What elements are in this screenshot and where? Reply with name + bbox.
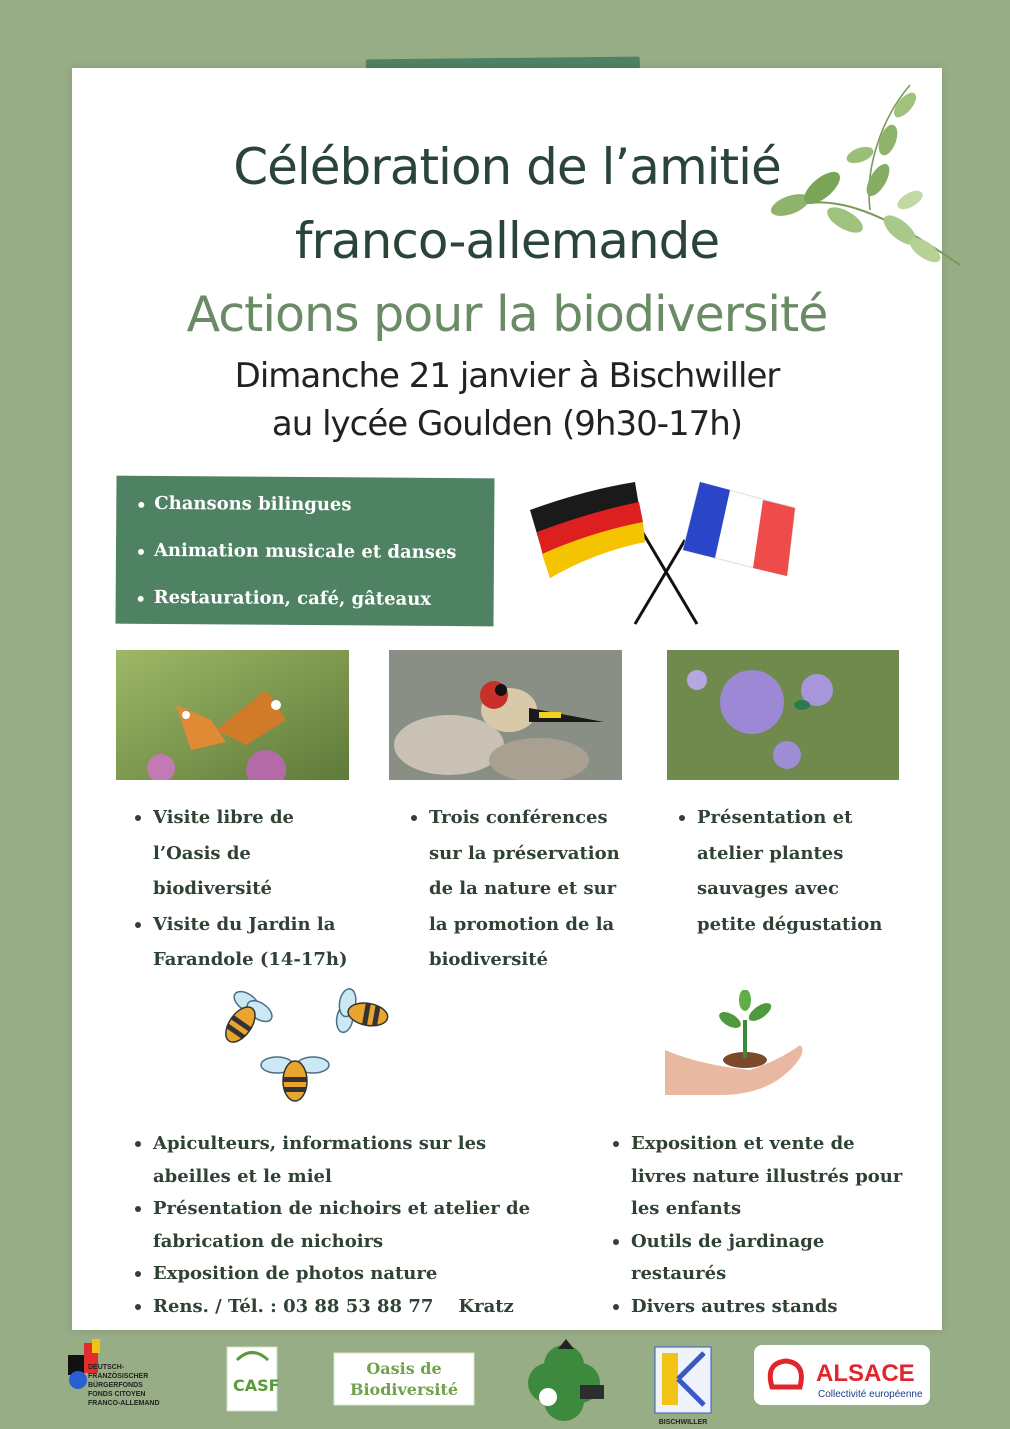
scabious-flower-photo (667, 650, 899, 780)
list-item: petite dégustation (697, 913, 883, 935)
bischwiller-logo (655, 1347, 711, 1426)
svg-text:DEUTSCH-: DEUTSCH- (88, 1364, 125, 1371)
svg-text:BÜRGERFONDS: BÜRGERFONDS (88, 1382, 143, 1389)
list-item: les enfants (631, 1198, 742, 1219)
bottom-right-list (631, 1128, 902, 1323)
list-item: l’Oasis de (153, 842, 251, 864)
list-item: restaurés (631, 1263, 727, 1284)
list-item: sauvages avec (697, 878, 839, 899)
list-item: Exposition et vente de (631, 1128, 902, 1161)
highlights-box (115, 476, 494, 627)
venue-line: au lycée Goulden (9h30-17h) (271, 404, 743, 444)
title-line-3: Actions pour la biodiversité (186, 286, 828, 343)
date-line: Dimanche 21 janvier à Bischwiller (234, 356, 780, 396)
butterfly-photo (116, 650, 349, 780)
list-item: Outils de jardinage (631, 1226, 902, 1259)
list-item: biodiversité (153, 878, 272, 899)
list-item: abeilles et le miel (153, 1165, 332, 1187)
list-item: Rens. / Tél. : 03 88 53 88 77 Kratz (153, 1291, 530, 1324)
alsace-logo (754, 1345, 930, 1405)
list-item: biodiversité (429, 949, 548, 970)
svg-text:BISCHWILLER: BISCHWILLER (658, 1419, 708, 1426)
partner-logos (0, 1335, 1010, 1429)
list-item: Visite libre de (153, 800, 348, 836)
svg-text:FRANCO-ALLEMAND: FRANCO-ALLEMAND (88, 1400, 160, 1407)
list-item: Exposition de photos nature (153, 1258, 530, 1291)
svg-text:FONDS CITOYEN: FONDS CITOYEN (88, 1391, 146, 1398)
highlight-item: Restauration, café, gâteaux (153, 578, 493, 627)
column-3-list (697, 800, 882, 942)
casf-logo (227, 1347, 280, 1411)
list-item: Divers autres stands (631, 1291, 902, 1324)
crossed-flags-icon (525, 470, 805, 630)
svg-text:Oasis de: Oasis de (366, 1359, 442, 1378)
list-item: la promotion de la (429, 913, 615, 935)
svg-text:Collectivité européenne: Collectivité européenne (818, 1389, 923, 1400)
clover-logo (528, 1339, 604, 1421)
german-flag-icon (530, 482, 645, 578)
list-item: Farandole (14-17h) (153, 949, 348, 970)
hand-seedling-icon (660, 990, 810, 1100)
svg-text:CASF: CASF (233, 1376, 280, 1395)
svg-text:ALSACE: ALSACE (816, 1360, 915, 1387)
title-line-2: franco-allemande (294, 212, 720, 270)
column-2-list (429, 800, 620, 978)
list-item: Visite du Jardin la (153, 907, 348, 943)
svg-text:FRANZÖSISCHER: FRANZÖSISCHER (88, 1373, 149, 1380)
list-item: Présentation de nichoirs et atelier de (153, 1193, 530, 1226)
goldfinch-photo (389, 650, 622, 780)
citizens-fund-logo (68, 1339, 160, 1407)
list-item: sur la préservation (429, 842, 620, 864)
list-item: fabrication de nichoirs (153, 1230, 384, 1252)
list-item: atelier plantes (697, 842, 844, 864)
bottom-left-list (153, 1128, 530, 1323)
title-line-1: Célébration de l’amitié (233, 138, 781, 196)
list-item: Présentation et (697, 800, 882, 836)
bees-icon (200, 978, 400, 1108)
list-item: Apiculteurs, informations sur les (153, 1128, 530, 1161)
svg-text:Biodiversité: Biodiversité (349, 1380, 459, 1399)
highlight-item: Animation musicale et danses (154, 531, 494, 580)
column-1-list (153, 800, 348, 978)
oasis-logo (334, 1353, 474, 1405)
french-flag-icon (683, 482, 795, 576)
list-item: de la nature et sur (429, 878, 617, 899)
highlight-item: Chansons bilingues (154, 484, 494, 533)
list-item: Trois conférences (429, 800, 620, 836)
list-item: livres nature illustrés pour (631, 1165, 903, 1187)
